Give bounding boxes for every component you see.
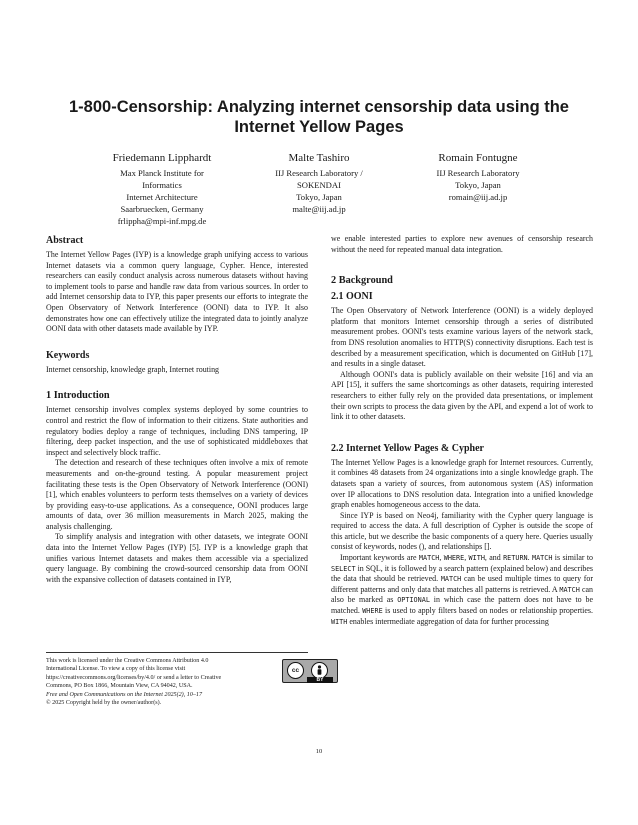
author-email: frlippha@mpi-inf.mpg.de: [117, 216, 207, 226]
author-affiliation: IIJ Research Laboratory: [436, 168, 520, 178]
author-name: Romain Fontugne: [438, 152, 518, 164]
author-affiliation: Internet Architecture: [126, 192, 198, 202]
intro-paragraph-1: Internet censorship involves complex systems deployed by some countries to control and restrict the flow of information to their citizens. State authorities and regulatory bodies deploy a range of techniques, including DNS tampering, IP filtering, deep packet inspection, and the use of sophisticated middleboxes that inspect and selectively block traffic.: [46, 405, 308, 457]
section-heading-introduction: 1 Introduction: [46, 390, 110, 402]
author-block-3: [388, 151, 568, 203]
subsection-heading-ooni: 2.1 OONI: [331, 291, 373, 303]
copyright-text: © 2025 Copyright held by the owner/author(s).: [46, 700, 162, 707]
intro-continuation: we enable interested parties to explore new avenues of censorship research without the need for repeated manual data integration.: [331, 234, 593, 254]
keyword-match: MATCH: [418, 554, 440, 563]
keyword-with: WITH: [331, 617, 348, 626]
author-location: Saarbruecken, Germany: [120, 204, 204, 214]
cc-icon: cc: [287, 662, 304, 679]
author-location: Tokyo, Japan: [296, 192, 342, 202]
author-affiliation: Max Planck Institute for: [120, 168, 204, 178]
keyword-select: SELECT: [331, 564, 356, 573]
section-heading-background: 2 Background: [331, 275, 393, 287]
iyp-paragraph-2: Since IYP is based on Neo4j, familiarity with the Cypher query language is required to access the data. A full description of Cypher is outside the scope of this article, but we describe the basic components of a query here. Queries usually consist of keywords, nodes (), and relationships [].: [331, 510, 593, 552]
author-affiliation: IIJ Research Laboratory /: [275, 168, 363, 178]
author-email: romain@iij.ad.jp: [448, 192, 508, 202]
right-column: [331, 234, 593, 627]
author-email: malte@iij.ad.jp: [292, 204, 346, 214]
keyword-match: MATCH: [559, 585, 580, 594]
keyword-with: WITH: [468, 554, 485, 563]
ooni-paragraph-1: The Open Observatory of Network Interference (OONI) is a widely deployed platform that monitors Internet censorship through a series of distributed measurement probes. OONI's tests examine various layers of the network stack, from DNS resolution anomalies to HTTP(S) connectivity disruptions. Each test is described by a measurement specification, which is documented on GitHub [17], and results in a single dataset.: [331, 306, 593, 369]
ooni-paragraph-2: Although OONI's data is publicly available on their website [16] and via an API [15], it suffers the same shortcomings as other datasets, requiring interested researchers to either fully rely on the provided data presentations, or implement their own scripts to process the data given by the API, and expend a lot of work to link it to other datasets.: [331, 369, 593, 422]
license-footnote: [46, 652, 324, 707]
keywords-paragraph: Important keywords are MATCH, WHERE, WITH, and RETURN. MATCH is similar to SELECT in SQL, it is followed by a search pattern (explained below) and describes the data that should be retrieved. MATCH can be used multiple times to query for different patterns and only data that matches all patterns is retrieved. A MATCH can also be marked as OPTIONAL in which case the pattern does not have to be matched. WHERE is used to apply filters based on nodes or relationship properties. WITH enables intermediate aggregation of data for further processing: [331, 553, 594, 626]
abstract-text: The Internet Yellow Pages (IYP) is a knowledge graph unifying access to various Internet datasets via a common query language, Cypher. Hence, interested researchers can easily conduct analysis across numerous datasets without having to implement tools to parse and handle raw data from various sources. In order to add Internet censorship data to IYP, this paper presents our efforts to integrate the Open Observatory of Network Interference (OONI) data to IYP. It also demonstrates how one can effectively utilize the integrated data to jointly analyze OONI data with other datasets made available by IYP.: [46, 250, 308, 334]
author-affiliation: SOKENDAI: [297, 180, 341, 190]
keywords-text: Internet censorship, knowledge graph, Internet routing: [46, 364, 220, 374]
subsection-heading-iyp: 2.2 Internet Yellow Pages & Cypher: [331, 442, 484, 454]
author-block-1: [72, 151, 252, 227]
intro-paragraph-3: To simplify analysis and integration with other datasets, we integrate OONI data into the Internet Yellow Pages (IYP) [5]. IYP is a knowledge graph that unifies various Internet datasets and makes them accessible via a specialized query language. By combining the crowd-sourced censorship data from OONI with the expansive collection of datasets contained in IYP,: [46, 532, 308, 584]
paper-title: 1-800-Censorship: Analyzing internet censorship data using the Internet Yellow Pages: [69, 98, 569, 136]
keyword-optional: OPTIONAL: [397, 596, 430, 605]
keyword-where: WHERE: [362, 607, 383, 616]
keyword-return: RETURN: [503, 554, 528, 563]
keywords-heading: Keywords: [46, 349, 90, 361]
keyword-where: WHERE: [443, 554, 465, 563]
intro-paragraph-2: The detection and research of these techniques often involve a mix of remote measurements and on-the-ground testing. A popular measurement project facilitating these tests is the Open Observatory of Network Interference (OONI) [1], which enables volunteers to perform tests themselves on a variety of devices by providing easy-to-use applications. As a consequence, OONI produces large amounts of data, over 36 million measurements in March 2025, making the analysis challenging.: [46, 458, 308, 531]
author-location: Tokyo, Japan: [455, 180, 501, 190]
keyword-text: Important keywords are: [340, 553, 419, 563]
abstract-heading: Abstract: [46, 235, 84, 246]
by-label: BY: [307, 677, 333, 683]
author-name: Malte Tashiro: [288, 152, 350, 164]
keyword-match: MATCH: [531, 554, 553, 563]
left-column: [46, 234, 308, 585]
author-block-2: [232, 151, 406, 215]
author-name: Friedemann Lipphardt: [112, 152, 212, 164]
iyp-paragraph-1: The Internet Yellow Pages is a knowledge graph for Internet resources. Currently, it combines 48 datasets from 24 organizations into a single knowledge graph. The datasets span a variety of sources, from autonomous system (AS) information over IP allocations to DNS resolution data. Integration into a unified knowledge graph enables homogeneous access to the data.: [331, 457, 593, 510]
journal-citation: Free and Open Communications on the Internet 2025(2), 10–17: [46, 691, 202, 698]
cc-by-license-badge: [282, 659, 338, 683]
keyword-match: MATCH: [440, 575, 462, 584]
author-affiliation: Informatics: [142, 180, 182, 190]
license-text: This work is licensed under the Creative Commons Attribution 4.0 International License. To view a copy of this license visit https://creativecommons.org/licenses/by/4.0/ or send a letter to Creative Commons, PO Box 1866, Mountain View, CA 94042, USA.: [46, 658, 222, 690]
page-number: 10: [315, 748, 323, 755]
